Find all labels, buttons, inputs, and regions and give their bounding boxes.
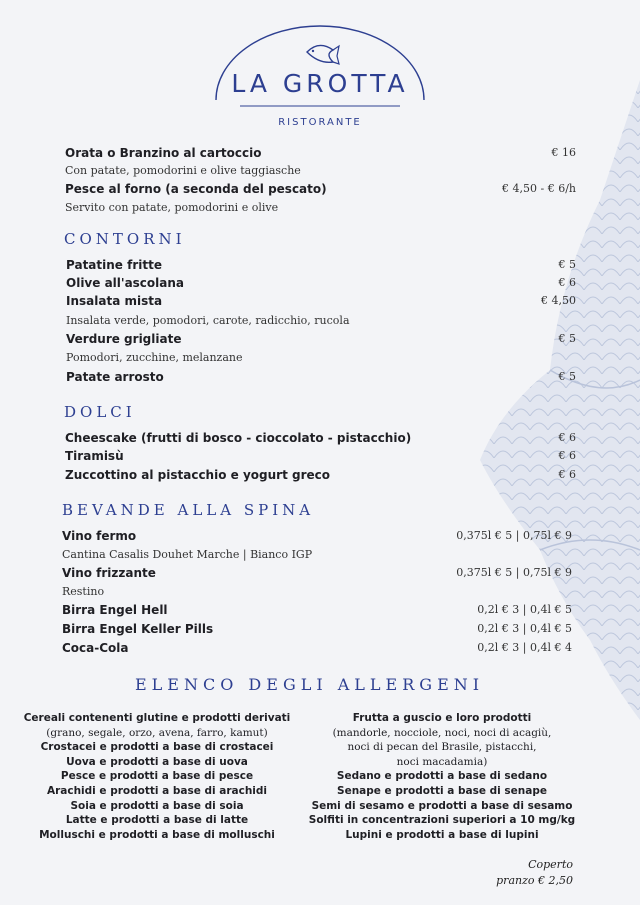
item-description-row <box>65 164 576 182</box>
menu-item <box>66 276 576 294</box>
menu-item <box>66 258 576 276</box>
coperto-value: pranzo € 2,50 <box>496 874 573 887</box>
item-price: 0,375l € 5 | 0,75l € 9 <box>456 529 572 542</box>
coperto-label: Coperto <box>528 858 573 871</box>
allergen-item: Frutta a guscio e loro prodotti <box>352 712 532 724</box>
item-name: Tiramisù <box>65 449 124 463</box>
item-description-row <box>62 548 572 566</box>
menu-item <box>65 431 576 449</box>
allergen-list-right <box>302 711 582 842</box>
menu-item <box>62 529 572 547</box>
allergen-item: Senape e prodotti a base di senape <box>337 784 547 797</box>
allergen-item: Solfiti in concentrazioni superiori a 10 mg/kg <box>308 814 576 827</box>
restaurant-subtitle: RISTORANTE <box>278 117 362 128</box>
section-title-bevande: BEVANDE ALLA SPINA <box>62 501 315 519</box>
allergen-list-left <box>17 711 297 842</box>
item-price: € 6 <box>558 449 576 462</box>
item-name: Birra Engel Keller Pills <box>62 622 214 636</box>
item-price: € 5 <box>558 332 576 345</box>
menu-item <box>62 603 572 621</box>
item-name: Orata o Branzino al cartoccio <box>65 146 262 160</box>
menu-item <box>66 370 576 388</box>
item-name: Patate arrosto <box>66 370 164 384</box>
item-name: Cheescake (frutti di bosco - cioccolato - pistacchio) <box>65 431 412 445</box>
allergen-item: (mandorle, nocciole, noci, noci di acagiù, <box>332 726 552 739</box>
item-name: Insalata mista <box>66 294 163 308</box>
item-description: Pomodori, zucchine, melanzane <box>66 351 243 364</box>
item-price: € 4,50 <box>541 294 576 307</box>
item-description: Con patate, pomodorini e olive taggiasche <box>65 164 301 177</box>
item-name: Vino frizzante <box>62 566 156 580</box>
item-description: Cantina Casalis Douhet Marche | Bianco IGP <box>62 548 313 561</box>
item-price: 0,2l € 3 | 0,4l € 4 <box>477 641 572 654</box>
allergen-item: noci macadamia) <box>396 755 488 768</box>
section-title-allergeni: ELENCO DEGLI ALLERGENI <box>135 675 485 694</box>
item-description-row <box>66 314 576 332</box>
menu-item <box>62 566 572 584</box>
allergen-item: Arachidi e prodotti a base di arachidi <box>46 784 268 797</box>
menu-item <box>65 468 576 486</box>
item-name: Coca-Cola <box>62 641 129 655</box>
item-price: € 6 <box>558 468 576 481</box>
section-title-contorni: CONTORNI <box>64 230 186 248</box>
menu-item <box>65 182 576 200</box>
fish-icon <box>307 45 339 64</box>
menu-item <box>62 622 572 640</box>
item-name: Birra Engel Hell <box>62 603 168 617</box>
menu-item <box>65 449 576 467</box>
section-title-dolci: DOLCI <box>64 403 136 421</box>
item-name: Pesce al forno (a seconda del pescato) <box>65 182 327 196</box>
restaurant-name: LA GROTTA <box>231 69 409 98</box>
item-price: € 6 <box>558 276 576 289</box>
item-price: 0,2l € 3 | 0,4l € 5 <box>477 603 572 616</box>
item-price: € 5 <box>558 258 576 271</box>
menu-item <box>66 294 576 312</box>
item-description-row <box>65 201 576 219</box>
item-price: € 6 <box>558 431 576 444</box>
item-description-row <box>66 351 576 369</box>
item-price: € 4,50 - € 6/h <box>502 182 576 195</box>
allergen-item: Molluschi e prodotti a base di molluschi <box>39 828 275 841</box>
item-description-row <box>62 585 572 603</box>
allergen-item: Semi di sesamo e prodotti a base di sesamo <box>311 799 573 812</box>
item-price: € 5 <box>558 370 576 383</box>
menu-item <box>65 146 576 164</box>
menu-item <box>62 641 572 659</box>
allergen-item: Uova e prodotti a base di uova <box>66 755 248 768</box>
restaurant-logo <box>0 22 640 134</box>
allergen-item: Sedano e prodotti a base di sedano <box>336 770 548 783</box>
item-price: 0,2l € 3 | 0,4l € 5 <box>477 622 572 635</box>
item-price: 0,375l € 5 | 0,75l € 9 <box>456 566 572 579</box>
allergen-item: Latte e prodotti a base di latte <box>65 814 249 827</box>
item-name: Vino fermo <box>62 529 137 543</box>
item-description: Insalata verde, pomodori, carote, radicchio, rucola <box>66 314 350 327</box>
allergen-item: Lupini e prodotti a base di lupini <box>345 828 539 841</box>
item-name: Olive all'ascolana <box>66 276 185 290</box>
allergen-item: Soia e prodotti a base di soia <box>70 799 244 812</box>
item-price: € 16 <box>551 146 576 159</box>
allergen-item: Crostacei e prodotti a base di crostacei <box>40 741 274 754</box>
item-description: Servito con patate, pomodorini e olive <box>65 201 279 214</box>
item-name: Verdure grigliate <box>66 332 182 346</box>
allergen-item: Pesce e prodotti a base di pesce <box>60 770 254 783</box>
allergen-item: Cereali contenenti glutine e prodotti derivati <box>23 712 291 724</box>
item-name: Patatine fritte <box>66 258 162 272</box>
allergen-item: noci di pecan del Brasile, pistacchi, <box>347 741 537 754</box>
item-description: Restino <box>62 585 105 598</box>
item-name: Zuccottino al pistacchio e yogurt greco <box>65 468 330 482</box>
menu-item <box>66 332 576 350</box>
allergen-item: (grano, segale, orzo, avena, farro, kamut) <box>46 726 268 739</box>
